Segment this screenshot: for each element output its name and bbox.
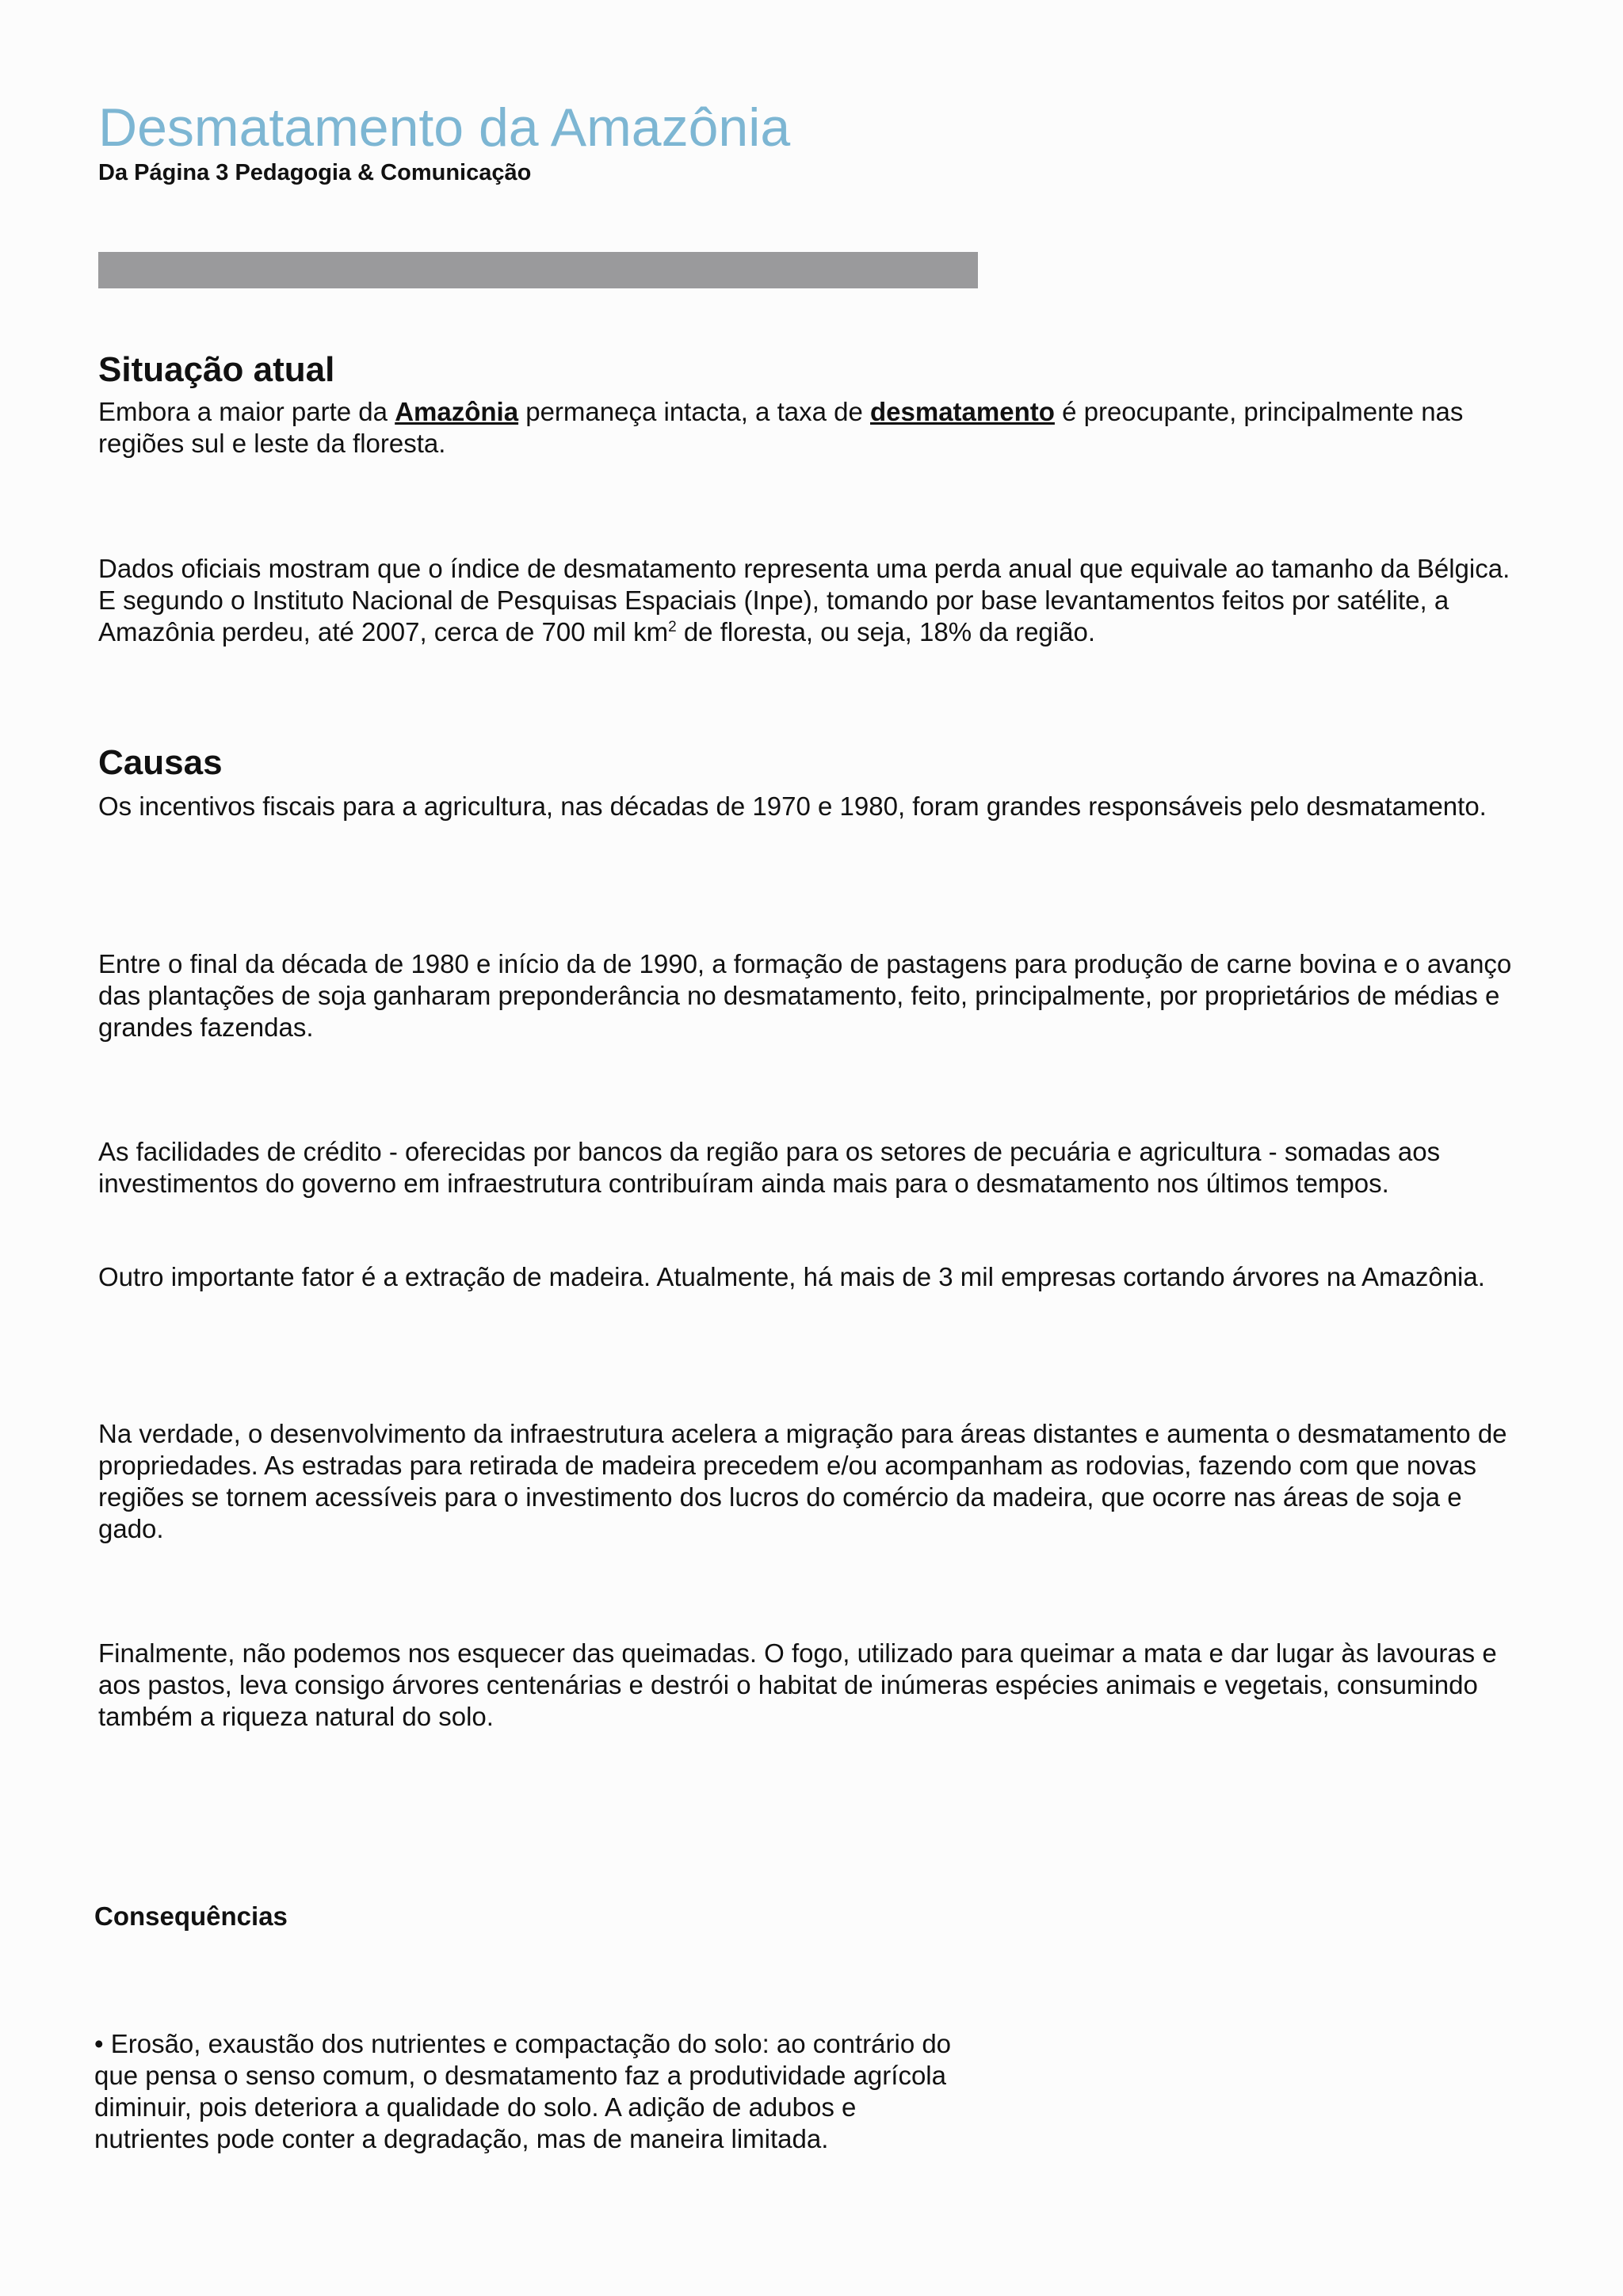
paragraph-situacao-2: Dados oficiais mostram que o índice de desmatamento representa uma perda anual que equivale ao tamanho da Bélgica. E segundo o Instituto Nacional de Pesquisas Espaciais (Inpe), tomando por base levantamentos feitos por satélite, a Amazônia perdeu, até 2007, cerca de 700 mil $km^2$ de floresta, ou seja, 18% da região. [98, 554, 1510, 646]
link-amazonia[interactable]: Amazônia [395, 397, 519, 426]
section-heading-causas: Causas [98, 743, 223, 782]
paragraph-situacao-1: Embora a maior parte da Amazônia permaneça intacta, a taxa de desmatamento é preocupante, principalmente nas regiões sul e leste da floresta. [98, 397, 1464, 458]
paragraph-causas-4: Outro importante fator é a extração de madeira. Atualmente, há mais de 3 mil empresas cortando árvores na Amazônia. [98, 1262, 1485, 1291]
gray-banner-bar [98, 252, 978, 288]
paragraph-causas-5: Na verdade, o desenvolvimento da infraestrutura acelera a migração para áreas distantes e aumenta o desmatamento de propriedades. As estradas para retirada de madeira precedem e/ou acompanham as rodovias, fazendo com que novas regiões se tornem acessíveis para o investimento dos lucros do comércio da madeira, que ocorre nas áreas de soja e gado. [98, 1419, 1507, 1543]
link-desmatamento[interactable]: desmatamento [870, 397, 1055, 426]
section-heading-situacao: Situação atual [98, 350, 335, 389]
page-title: Desmatamento da Amazônia [98, 97, 791, 158]
page-subtitle: Da Página 3 Pedagogia & Comunicação [98, 160, 532, 185]
paragraph-causas-6: Finalmente, não podemos nos esquecer das queimadas. O fogo, utilizado para queimar a mata e dar lugar às lavouras e aos pastos, leva consigo árvores centenárias e destrói o habitat de inúmeras espécies animais e vegetais, consumindo também a riqueza natural do solo. [98, 1638, 1497, 1731]
paragraph-causas-2: Entre o final da década de 1980 e início da de 1990, a formação de pastagens para produção de carne bovina e o avanço das plantações de soja ganharam preponderância no desmatamento, feito, principalmente, por proprietários de médias e grandes fazendas. [98, 949, 1512, 1042]
section-heading-consequencias: Consequências [94, 1901, 288, 1931]
paragraph-causas-3: As facilidades de crédito - oferecidas por bancos da região para os setores de pecuária e agricultura - somadas aos investimentos do governo em infraestrutura contribuíram ainda mais para o desmatamento nos últimos tempos. [98, 1137, 1441, 1198]
paragraph-causas-1: Os incentivos fiscais para a agricultura, nas décadas de 1970 e 1980, foram grandes responsáveis pelo desmatamento. [98, 791, 1487, 821]
bullet-item-erosao: • Erosão, exaustão dos nutrientes e compactação do solo: ao contrário do que pensa o senso comum, o desmatamento faz a produtividade agrícola diminuir, pois deteriora a qualidade do solo. A adição de adubos e nutrientes pode conter a degradação, mas de maneira limitada. [94, 2029, 952, 2153]
